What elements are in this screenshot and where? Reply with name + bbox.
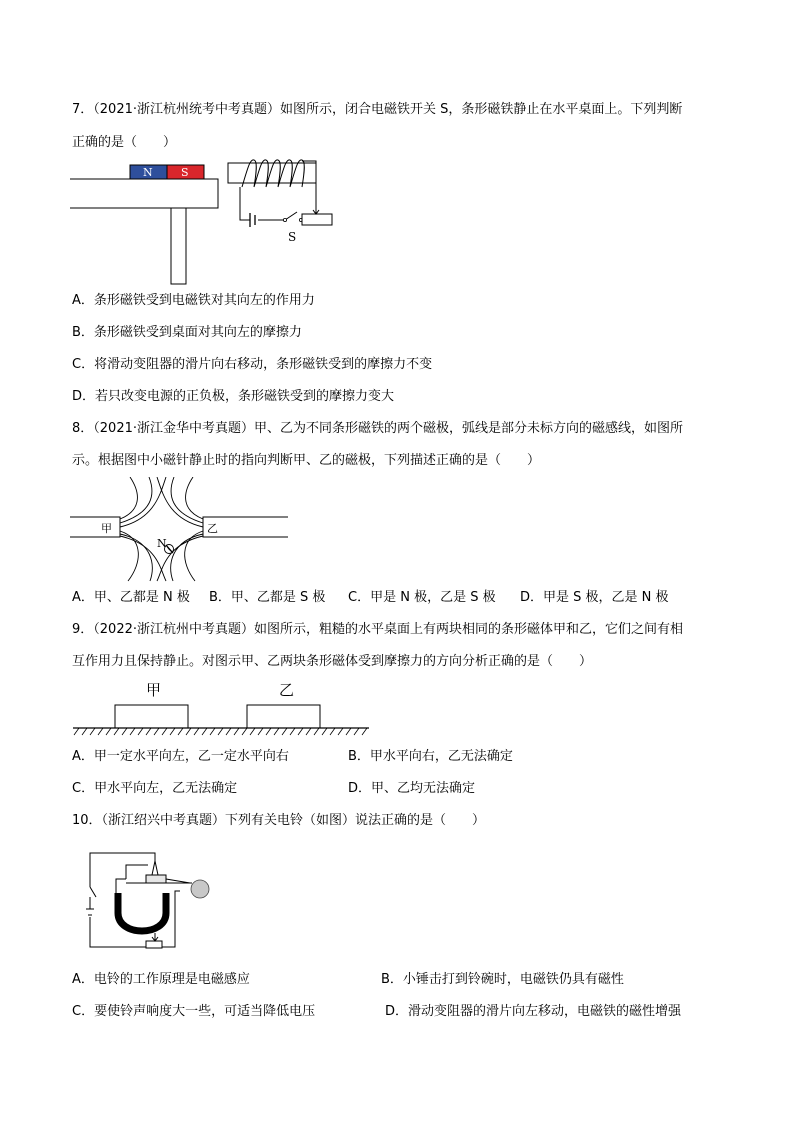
rheostat [146, 941, 162, 948]
q8-stem-line1: 8．（2021·浙江金华中考真题）甲、乙为不同条形磁铁的两个磁极，弧线是部分未标方向的磁感线，如图所 [72, 421, 683, 436]
pole-jia-label: 甲 [101, 522, 112, 535]
q9-figure [73, 680, 373, 740]
rheostat-slider-arrow [313, 207, 319, 214]
switch-s-label: S [288, 230, 297, 244]
q8-stem-line2: 示。根据图中小磁针静止时的指向判断甲、乙的磁极，下列描述正确的是（ ） [72, 453, 541, 468]
electromagnet-u-core [118, 893, 166, 931]
battery-icon [250, 213, 255, 227]
q10-option-a: A．电铃的工作原理是电磁感应 [72, 972, 250, 987]
table-top [70, 179, 218, 208]
switch-icon [90, 887, 96, 897]
q8-option-b: B．甲、乙都是 S 极 [209, 590, 326, 605]
q10-figure [80, 847, 230, 957]
q8-option-a: A．甲、乙都是 N 极 [72, 590, 190, 605]
compass-needle-n-label: N [157, 537, 167, 550]
table-leg [171, 208, 186, 284]
q9-stem-line2: 互作用力且保持静止。对图示甲、乙两块条形磁体受到摩擦力的方向分析正确的是（ ） [72, 654, 593, 669]
rheostat-slider-arrow [152, 933, 158, 941]
q7-stem-line2: 正确的是（ ） [72, 135, 177, 150]
q9-option-c: C．甲水平向左，乙无法确定 [72, 781, 238, 796]
contact-screw [152, 861, 158, 875]
bell-gong [191, 880, 209, 898]
magnet-jia-label: 甲 [146, 681, 162, 699]
q8-option-d: D．甲是 S 极，乙是 N 极 [520, 590, 669, 605]
switch-icon [285, 212, 297, 220]
q10-option-b: B．小锤击打到铃碗时，电磁铁仍具有磁性 [381, 972, 624, 987]
q7-option-d: D．若只改变电源的正负极，条形磁铁受到的摩擦力变大 [72, 389, 395, 404]
q10-option-d: D．滑动变阻器的滑片向左移动，电磁铁的磁性增强 [385, 1004, 682, 1019]
q7-option-b: B．条形磁铁受到桌面对其向左的摩擦力 [72, 325, 302, 340]
q9-option-a: A．甲一定水平向左，乙一定水平向右 [72, 749, 289, 764]
magnetic-field-lines [120, 477, 203, 581]
magnet-yi [247, 705, 320, 728]
switch-contact-left [283, 218, 286, 221]
q9-option-d: D．甲、乙均无法确定 [348, 781, 476, 796]
q7-option-a: A．条形磁铁受到电磁铁对其向左的作用力 [72, 293, 315, 308]
contact-spring-plate [146, 875, 166, 883]
battery-icon [86, 909, 94, 915]
q7-figure [70, 157, 370, 287]
hammer-rod [166, 879, 190, 883]
q7-stem-line1: 7．（2021·浙江杭州统考中考真题）如图所示，闭合电磁铁开关 S，条形磁铁静止在水平桌面上。下列判断 [72, 102, 683, 117]
electromagnet-u-inner [126, 893, 158, 924]
magnet-yi-label: 乙 [279, 681, 295, 699]
bar-magnet-s-label: S [181, 166, 189, 179]
q9-option-b: B．甲水平向右，乙无法确定 [348, 749, 513, 764]
q10-stem-line1: 10．（浙江绍兴中考真题）下列有关电铃（如图）说法正确的是（ ） [72, 813, 486, 828]
q8-option-c: C．甲是 N 极，乙是 S 极 [348, 590, 496, 605]
magnet-jia [115, 705, 188, 728]
q8-figure [70, 477, 290, 583]
bar-magnet-n-label: N [143, 166, 153, 179]
q7-option-c: C．将滑动变阻器的滑片向右移动，条形磁铁受到的摩擦力不变 [72, 357, 433, 372]
rheostat [302, 214, 332, 225]
q10-option-c: C．要使铃声响度大一些，可适当降低电压 [72, 1004, 316, 1019]
pole-jia [70, 517, 120, 537]
q9-stem-line1: 9．（2022·浙江杭州中考真题）如图所示，粗糙的水平桌面上有两块相同的条形磁体甲和乙，它们之间有相 [72, 622, 683, 637]
rough-table-hatching [74, 728, 367, 735]
pole-yi-label: 乙 [207, 522, 218, 535]
